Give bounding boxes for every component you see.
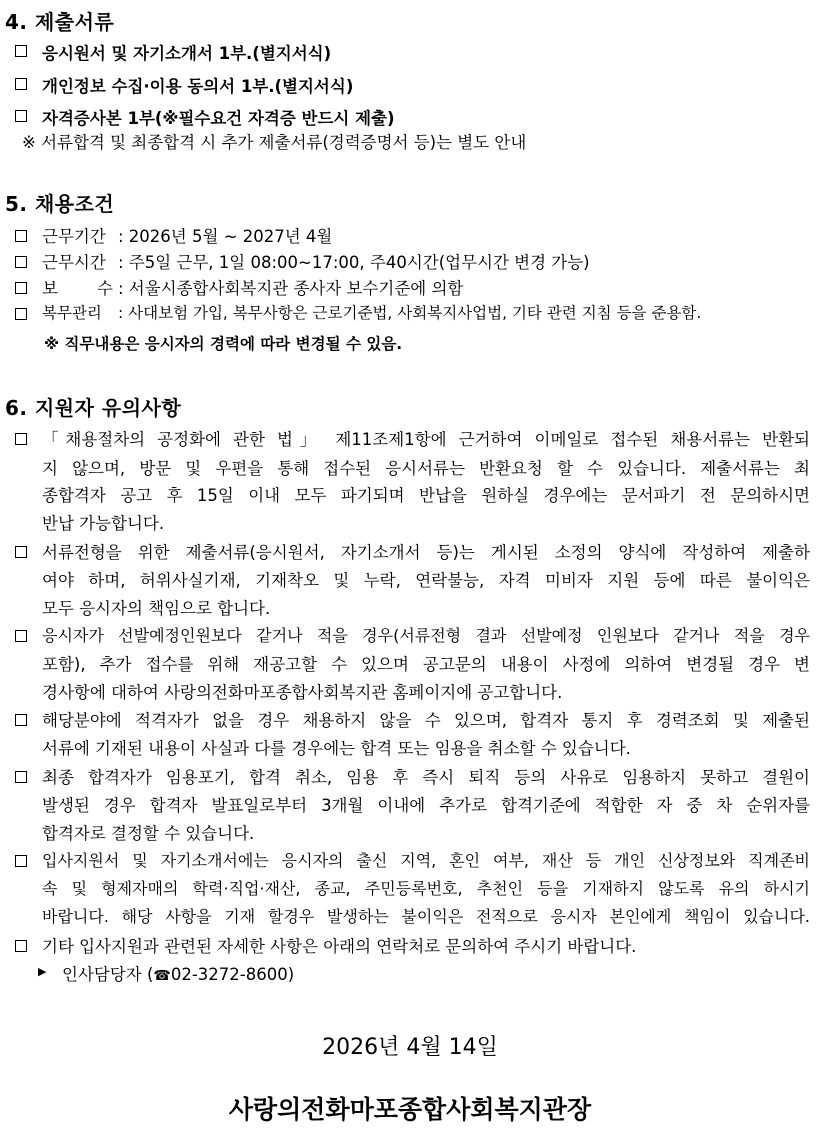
checkbox-icon [15,940,27,952]
s6-item-1-line-1: 「채용절차의 공정화에 관한 법」 제11조제1항에 근거하여 이메일로 접수된 채용서류는 반환되 [42,430,810,449]
s6-item-1-line-3: 종합격자 공고 후 15일 이내 모두 파기되며 반납을 원하실 경우에는 문서파기 전 문의하시면 [42,486,810,505]
checkbox-icon [15,771,27,783]
checkbox-icon [15,282,27,294]
s6-item-4-line-1: 해당분야에 적격자가 없을 경우 채용하지 않을 수 있으며, 합격자 통지 후 경력조회 및 제출된 [42,711,810,730]
s5-label-period: 근무기간 [42,227,106,246]
checkbox-icon [15,78,27,90]
checkbox-icon [15,230,27,242]
checkbox-icon [15,256,27,268]
checkbox-icon [15,630,27,642]
checkbox-icon [15,308,27,320]
s6-item-2-line-1: 서류전형을 위한 제출서류(응시원서, 자기소개서 등)는 게시된 소정의 양식에 작성하여 제출하 [42,543,810,562]
section-6-heading: 6. 지원자 유의사항 [5,396,182,420]
checkbox-icon [15,45,27,57]
s5-label-pay-a: 보 [42,279,58,298]
phone-icon: ☎ [153,968,171,984]
contact-number: 02-3272-8600) [170,965,295,984]
s6-item-3-line-3: 경사항에 대하여 사랑의전화마포종합사회복지관 홈페이지에 공고합니다. [42,683,563,702]
s6-item-5-line-1: 최종 합격자가 임용포기, 합격 취소, 임용 후 즉시 퇴직 등의 사유로 임용하지 못하고 결원이 [42,768,810,787]
s6-item-2-line-2: 여야 하며, 허위사실기재, 기재착오 및 누락, 연락불능, 자격 미비자 지원 등에 따른 불이익은 [42,571,810,590]
s5-value-pay: : 서울시종합사회복지관 종사자 보수기준에 의함 [118,279,464,298]
s6-item-1-line-4: 반납 가능합니다. [42,514,165,533]
s5-note: ※ 직무내용은 응시자의 경력에 따라 변경될 수 있음. [44,335,403,353]
section-4-heading: 4. 제출서류 [5,10,115,34]
s6-item-1-line-2: 지 않으며, 방문 및 우편을 통해 접수된 응시서류는 반환요청 할 수 있습니다. 제출서류는 최 [42,459,810,478]
announcement-date: 2026년 4월 14일 [322,1035,498,1060]
checkbox-icon [15,855,27,867]
s5-value-period: : 2026년 5월 ~ 2027년 4월 [118,227,333,246]
s6-item-4-line-2: 서류에 기재된 내용이 사실과 다를 경우에는 합격 또는 임용을 취소할 수 있습니다. [42,739,631,758]
checkbox-icon [15,110,27,122]
s4-item-2: 개인정보 수집·이용 동의서 1부.(별지서식) [42,77,354,96]
bullet-triangle-icon: ▶ [38,965,47,978]
s4-item-1: 응시원서 및 자기소개서 1부.(별지서식) [42,44,332,63]
s5-value-hours: : 주5일 근무, 1일 08:00~17:00, 주40시간(업무시간 변경 가능) [118,253,590,272]
organization-name: 사랑의전화마포종합사회복지관장 [228,1095,592,1124]
contact-line [62,961,294,985]
s5-label-pay-b: 수 [97,279,113,298]
s6-item-6-line-2: 속 및 형제자매의 학력·직업·재산, 종교, 주민등록번호, 추천인 등을 기재하지 않도록 유의 하시기 [42,879,810,898]
s5-value-duty: : 사대보험 가입, 복무사항은 근로기준법, 사회복지사업법, 기타 관련 지침 등을 준용함. [118,304,702,322]
s6-item-3-line-2: 포함), 추가 접수를 위해 재공고할 수 있으며 공고문의 내용이 사정에 의하여 변경될 경우 변 [42,655,810,674]
s5-label-hours: 근무시간 [42,253,106,272]
s6-item-5-line-3: 합격자로 결정할 수 있습니다. [42,824,255,843]
s4-note: ※ 서류합격 및 최종합격 시 추가 제출서류(경력증명서 등)는 별도 안내 [22,133,527,152]
s6-item-7-line-1: 기타 입사지원과 관련된 자세한 사항은 아래의 연락처로 문의하여 주시기 바랍니다. [42,937,637,956]
s6-item-6-line-3: 바랍니다. 해당 사항을 기재 할경우 발생하는 불이익은 전적으로 응시자 본인에게 책임이 있습니다. [42,907,810,926]
s6-item-6-line-1: 입사지원서 및 자기소개서에는 응시자의 출신 지역, 혼인 여부, 재산 등 개인 신상정보와 직계존비 [42,851,810,870]
s6-item-5-line-2: 발생된 경우 합격자 발표일로부터 3개월 이내에 추가로 합격기준에 적합한 자 중 차 순위자를 [42,796,810,815]
s4-item-3: 자격증사본 1부(※필수요건 자격증 반드시 제출) [42,109,395,128]
checkbox-icon [15,714,27,726]
contact-label: 인사담당자 ( [62,965,154,984]
checkbox-icon [15,546,27,558]
s5-label-duty: 복무관리 [42,304,102,322]
s6-item-3-line-1: 응시자가 선발예정인원보다 같거나 적을 경우(서류전형 결과 선발예정 인원보다 같거나 적을 경우 [42,626,810,645]
section-5-heading: 5. 채용조건 [5,192,115,216]
checkbox-icon [15,433,27,445]
s6-item-2-line-3: 모두 응시자의 책임으로 합니다. [42,599,271,618]
